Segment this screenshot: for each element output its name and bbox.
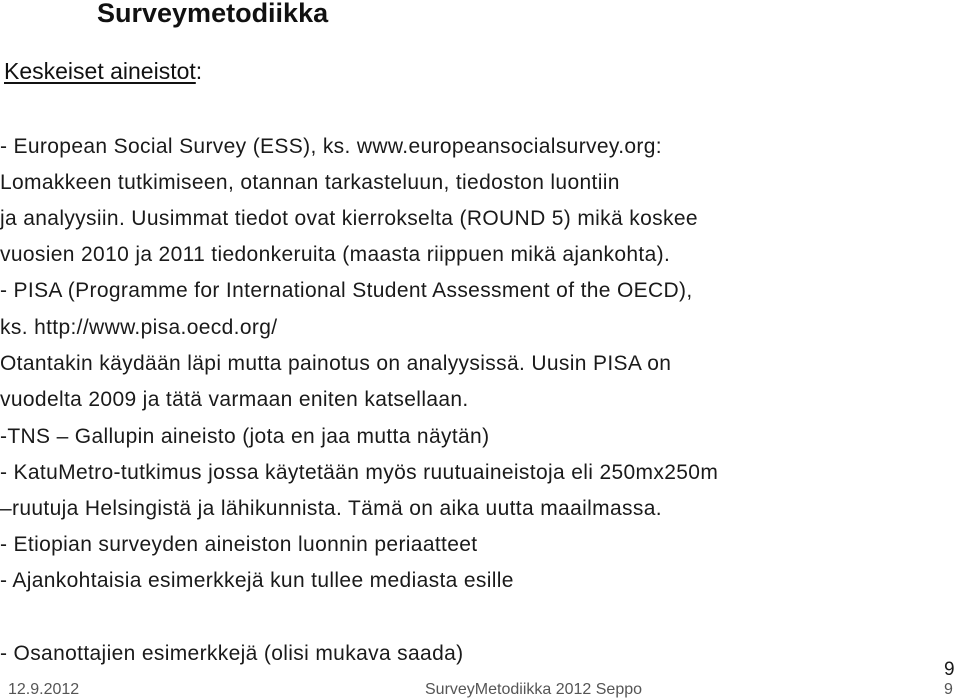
slide-title: Surveymetodiikka (97, 0, 329, 28)
body-line-8: vuodelta 2009 ja tätä varmaan eniten katsellaan. (0, 388, 469, 411)
subtitle-text: Keskeiset aineistot (4, 58, 196, 84)
body-line-5: - PISA (Programme for International Student Assessment of the OECD), (0, 279, 693, 302)
slide-subtitle (4, 58, 202, 85)
footer-date: 12.9.2012 (8, 681, 80, 698)
body-line-7: Otantakin käydään läpi mutta painotus on analyysissä. Uusin PISA on (0, 352, 672, 375)
footer-page-number: 9 (944, 681, 953, 698)
body-line-3: ja analyysiin. Uusimmat tiedot ovat kierrokselta (ROUND 5) mikä koskee (0, 207, 698, 230)
body-line-10: - KatuMetro-tutkimus jossa käytetään myös ruutuaineistoja eli 250mx250m (0, 461, 719, 484)
body-line-9: -TNS – Gallupin aineisto (jota en jaa mutta näytän) (0, 425, 490, 448)
slide-page-number: 9 (944, 659, 955, 680)
subtitle-colon: : (195, 58, 203, 84)
body-line-6: ks. http://www.pisa.oecd.org/ (0, 316, 278, 339)
footer-title: SurveyMetodiikka 2012 Seppo (425, 681, 643, 698)
body-line-11: –ruutuja Helsingistä ja lähikunnista. Tämä on aika uutta maailmassa. (0, 497, 662, 520)
body-line-2: Lomakkeen tutkimiseen, otannan tarkasteluun, tiedoston luontiin (0, 171, 620, 194)
body-line-12: - Etiopian surveyden aineiston luonnin periaatteet (0, 533, 478, 556)
body-line-14: - Osanottajien esimerkkejä (olisi mukava saada) (0, 642, 464, 665)
body-line-13: - Ajankohtaisia esimerkkejä kun tullee mediasta esille (0, 569, 514, 592)
body-line-4: vuosien 2010 ja 2011 tiedonkeruita (maasta riippuen mikä ajankohta). (0, 243, 671, 266)
body-line-1: - European Social Survey (ESS), ks. www.europeansocialsurvey.org: (0, 135, 662, 158)
